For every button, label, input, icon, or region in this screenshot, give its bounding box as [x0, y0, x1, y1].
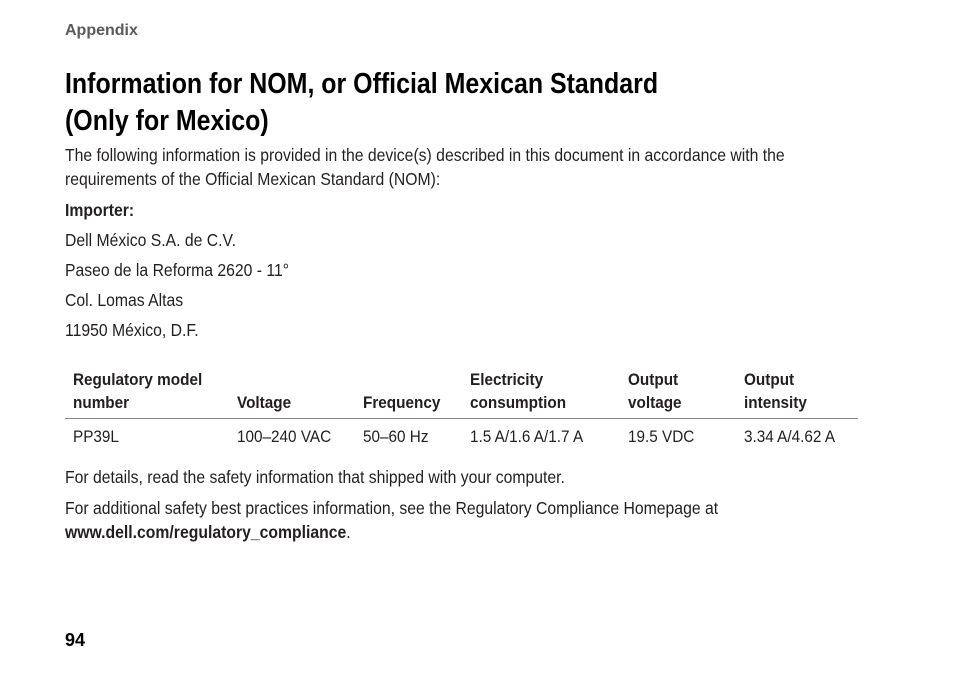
cell-voltage: 100–240 VAC [237, 427, 332, 446]
cell-output-voltage: 19.5 VDC [628, 427, 695, 446]
page-title-line-2: (Only for Mexico) [65, 105, 269, 137]
importer-address-line: 11950 México, D.F. [65, 320, 199, 340]
header-frequency: Frequency [355, 368, 462, 419]
page-title [65, 66, 753, 140]
importer-label: Importer: [65, 200, 135, 220]
header-output-intensity: Output intensity [736, 368, 858, 419]
importer-address-line: Col. Lomas Altas [65, 290, 184, 310]
table-header-row [65, 368, 858, 419]
page-number: 94 [65, 630, 86, 650]
page-title-line-1: Information for NOM, or Official Mexican Standard [65, 68, 659, 100]
cell-electricity-consumption: 1.5 A/1.6 A/1.7 A [470, 427, 584, 446]
importer-address-line: Paseo de la Reforma 2620 - 11° [65, 260, 290, 280]
header-voltage: Voltage [229, 368, 354, 419]
importer-address-line: Dell México S.A. de C.V. [65, 230, 236, 250]
cell-frequency: 50–60 Hz [362, 427, 429, 446]
intro-paragraph: The following information is provided in the device(s) described in this document in accordance with the requirements of the Official Mexican Standard (NOM): [65, 145, 785, 189]
header-electricity-consumption: Electricity consumption [462, 368, 620, 419]
header-output-voltage: Output voltage [620, 368, 736, 419]
cell-output-intensity: 3.34 A/4.62 A [744, 427, 836, 446]
additional-info-text: For additional safety best practices information, see the Regulatory Compliance Homepage at [65, 498, 719, 518]
additional-info-paragraph [65, 496, 857, 544]
nom-spec-table [65, 368, 858, 449]
table-header [65, 368, 858, 419]
table-body [65, 419, 858, 450]
header-regulatory-model: Regulatory model number [65, 368, 229, 419]
regulatory-compliance-link[interactable]: www.dell.com/regulatory_compliance [65, 522, 347, 542]
details-paragraph: For details, read the safety information that shipped with your computer. [65, 467, 565, 487]
table-row [65, 419, 858, 450]
section-label: Appendix [65, 22, 138, 39]
cell-model-number: PP39L [73, 427, 119, 446]
additional-info-suffix: . [346, 522, 351, 542]
